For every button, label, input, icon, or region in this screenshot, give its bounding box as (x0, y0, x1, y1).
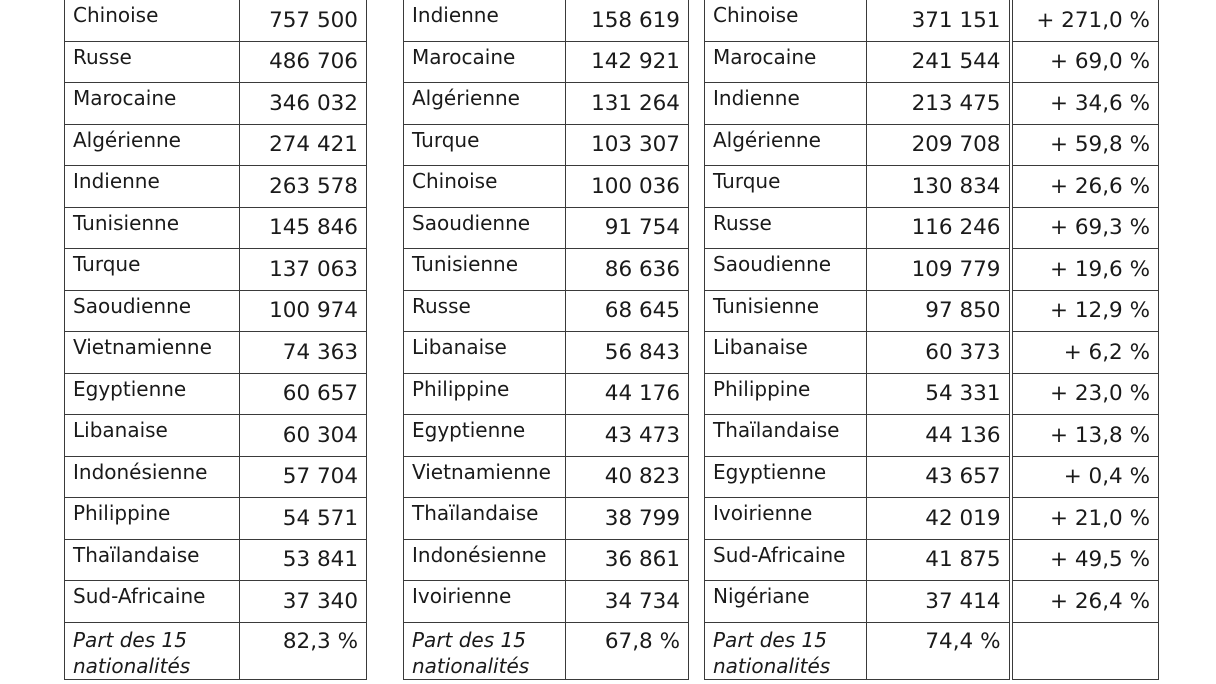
table-row (705, 332, 1159, 374)
nationality-cell: Russe (404, 290, 566, 332)
table-row (65, 498, 367, 540)
nationality-cell: Turque (65, 249, 240, 291)
change-cell: + 0,4 % (1011, 456, 1159, 498)
value-cell: 36 861 (566, 539, 689, 581)
change-cell: + 12,9 % (1011, 290, 1159, 332)
nationality-cell: Nigériane (705, 581, 867, 623)
table-row (705, 498, 1159, 540)
table-row (404, 373, 689, 415)
value-cell: 371 151 (867, 0, 1011, 41)
value-cell: 53 841 (240, 539, 367, 581)
table-row (404, 456, 689, 498)
nationality-cell: Saoudienne (705, 249, 867, 291)
visa-table-1 (64, 0, 367, 680)
value-cell: 43 473 (566, 415, 689, 457)
table-row (65, 581, 367, 623)
value-cell: 263 578 (240, 166, 367, 208)
nationality-cell: Egyptienne (65, 373, 240, 415)
value-cell: 137 063 (240, 249, 367, 291)
change-cell: + 34,6 % (1011, 83, 1159, 125)
table-row (65, 207, 367, 249)
value-cell: 43 657 (867, 456, 1011, 498)
table-row (705, 581, 1159, 623)
nationality-cell: Thaïlandaise (65, 539, 240, 581)
share-value: 82,3 % (240, 622, 367, 679)
value-cell: 60 657 (240, 373, 367, 415)
table-row (404, 249, 689, 291)
nationality-cell: Philippine (65, 498, 240, 540)
change-cell: + 13,8 % (1011, 415, 1159, 457)
table-row (705, 290, 1159, 332)
value-cell: 40 823 (566, 456, 689, 498)
change-cell: + 21,0 % (1011, 498, 1159, 540)
value-cell: 60 304 (240, 415, 367, 457)
nationality-cell: Indienne (65, 166, 240, 208)
change-cell: + 23,0 % (1011, 373, 1159, 415)
nationality-cell: Vietnamienne (65, 332, 240, 374)
nationality-cell: Algérienne (404, 83, 566, 125)
nationality-cell: Indonésienne (65, 456, 240, 498)
nationality-cell: Indonésienne (404, 539, 566, 581)
nationality-cell: Libanaise (705, 332, 867, 374)
change-cell: + 26,6 % (1011, 166, 1159, 208)
change-cell: + 49,5 % (1011, 539, 1159, 581)
table-row (705, 0, 1159, 41)
value-cell: 54 331 (867, 373, 1011, 415)
nationality-cell: Tunisienne (404, 249, 566, 291)
table-row (705, 41, 1159, 83)
table-row (404, 415, 689, 457)
change-cell: + 26,4 % (1011, 581, 1159, 623)
value-cell: 37 340 (240, 581, 367, 623)
nationality-cell: Marocaine (404, 41, 566, 83)
table-row (705, 249, 1159, 291)
value-cell: 41 875 (867, 539, 1011, 581)
table-row (404, 124, 689, 166)
value-cell: 145 846 (240, 207, 367, 249)
table-row (705, 456, 1159, 498)
table-row (65, 290, 367, 332)
value-cell: 37 414 (867, 581, 1011, 623)
nationality-cell: Saoudienne (404, 207, 566, 249)
table-row (705, 166, 1159, 208)
nationality-cell: Egyptienne (404, 415, 566, 457)
table-row (404, 166, 689, 208)
nationality-cell: Algérienne (65, 124, 240, 166)
table-row (65, 166, 367, 208)
value-cell: 116 246 (867, 207, 1011, 249)
table-row (65, 415, 367, 457)
value-cell: 97 850 (867, 290, 1011, 332)
table-body (65, 0, 367, 679)
nationality-cell: Russe (705, 207, 867, 249)
change-cell: + 271,0 % (1011, 0, 1159, 41)
table-row (404, 539, 689, 581)
table-row (65, 373, 367, 415)
value-cell: 158 619 (566, 0, 689, 41)
value-cell: 34 734 (566, 581, 689, 623)
change-cell: + 6,2 % (1011, 332, 1159, 374)
nationality-cell: Philippine (404, 373, 566, 415)
value-cell: 54 571 (240, 498, 367, 540)
change-cell: + 69,3 % (1011, 207, 1159, 249)
change-cell: + 69,0 % (1011, 41, 1159, 83)
table-row (705, 124, 1159, 166)
nationality-cell: Sud-Africaine (65, 581, 240, 623)
share-change-cell (1011, 622, 1159, 679)
nationality-cell: Sud-Africaine (705, 539, 867, 581)
nationality-cell: Thaïlandaise (404, 498, 566, 540)
value-cell: 86 636 (566, 249, 689, 291)
table-row (65, 456, 367, 498)
share-label: Part des 15 nationalités (65, 622, 240, 679)
value-cell: 56 843 (566, 332, 689, 374)
nationality-cell: Indienne (705, 83, 867, 125)
nationality-cell: Tunisienne (705, 290, 867, 332)
share-label: Part des 15 nationalités (705, 622, 867, 679)
nationality-cell: Turque (705, 166, 867, 208)
share-row (404, 622, 689, 679)
share-value: 67,8 % (566, 622, 689, 679)
nationality-cell: Marocaine (65, 83, 240, 125)
value-cell: 44 136 (867, 415, 1011, 457)
value-cell: 42 019 (867, 498, 1011, 540)
nationality-cell: Libanaise (404, 332, 566, 374)
value-cell: 100 974 (240, 290, 367, 332)
nationality-cell: Chinoise (404, 166, 566, 208)
value-cell: 60 373 (867, 332, 1011, 374)
table-row (404, 498, 689, 540)
table-row (65, 0, 367, 41)
nationality-cell: Saoudienne (65, 290, 240, 332)
nationality-cell: Algérienne (705, 124, 867, 166)
value-cell: 103 307 (566, 124, 689, 166)
share-row (705, 622, 1159, 679)
table-row (65, 249, 367, 291)
value-cell: 213 475 (867, 83, 1011, 125)
nationality-cell: Egyptienne (705, 456, 867, 498)
table-row (404, 83, 689, 125)
nationality-cell: Chinoise (65, 0, 240, 41)
nationality-cell: Vietnamienne (404, 456, 566, 498)
change-cell: + 59,8 % (1011, 124, 1159, 166)
table-row (65, 124, 367, 166)
nationality-cell: Philippine (705, 373, 867, 415)
value-cell: 142 921 (566, 41, 689, 83)
change-cell: + 19,6 % (1011, 249, 1159, 291)
table-row (404, 207, 689, 249)
table-row (705, 415, 1159, 457)
nationality-cell: Marocaine (705, 41, 867, 83)
table-body (705, 0, 1159, 679)
nationality-cell: Libanaise (65, 415, 240, 457)
value-cell: 486 706 (240, 41, 367, 83)
value-cell: 38 799 (566, 498, 689, 540)
nationality-cell: Ivoirienne (705, 498, 867, 540)
nationality-cell: Tunisienne (65, 207, 240, 249)
value-cell: 131 264 (566, 83, 689, 125)
table-row (65, 539, 367, 581)
value-cell: 57 704 (240, 456, 367, 498)
visa-table-3 (704, 0, 1159, 680)
share-row (65, 622, 367, 679)
table-row (705, 207, 1159, 249)
table-row (705, 83, 1159, 125)
visa-table-2 (403, 0, 689, 680)
table-row (404, 581, 689, 623)
value-cell: 757 500 (240, 0, 367, 41)
value-cell: 68 645 (566, 290, 689, 332)
share-label: Part des 15 nationalités (404, 622, 566, 679)
nationality-cell: Thaïlandaise (705, 415, 867, 457)
nationality-cell: Russe (65, 41, 240, 83)
value-cell: 274 421 (240, 124, 367, 166)
nationality-cell: Indienne (404, 0, 566, 41)
table-row (404, 290, 689, 332)
nationality-cell: Ivoirienne (404, 581, 566, 623)
table-row (705, 373, 1159, 415)
value-cell: 74 363 (240, 332, 367, 374)
value-cell: 130 834 (867, 166, 1011, 208)
nationality-cell: Turque (404, 124, 566, 166)
table-row (65, 41, 367, 83)
value-cell: 241 544 (867, 41, 1011, 83)
table-body (404, 0, 689, 679)
value-cell: 346 032 (240, 83, 367, 125)
value-cell: 209 708 (867, 124, 1011, 166)
table-row (705, 539, 1159, 581)
value-cell: 100 036 (566, 166, 689, 208)
value-cell: 44 176 (566, 373, 689, 415)
value-cell: 91 754 (566, 207, 689, 249)
table-row (404, 332, 689, 374)
table-row (404, 0, 689, 41)
table-row (65, 83, 367, 125)
share-value: 74,4 % (867, 622, 1011, 679)
nationality-cell: Chinoise (705, 0, 867, 41)
table-row (65, 332, 367, 374)
value-cell: 109 779 (867, 249, 1011, 291)
table-row (404, 41, 689, 83)
